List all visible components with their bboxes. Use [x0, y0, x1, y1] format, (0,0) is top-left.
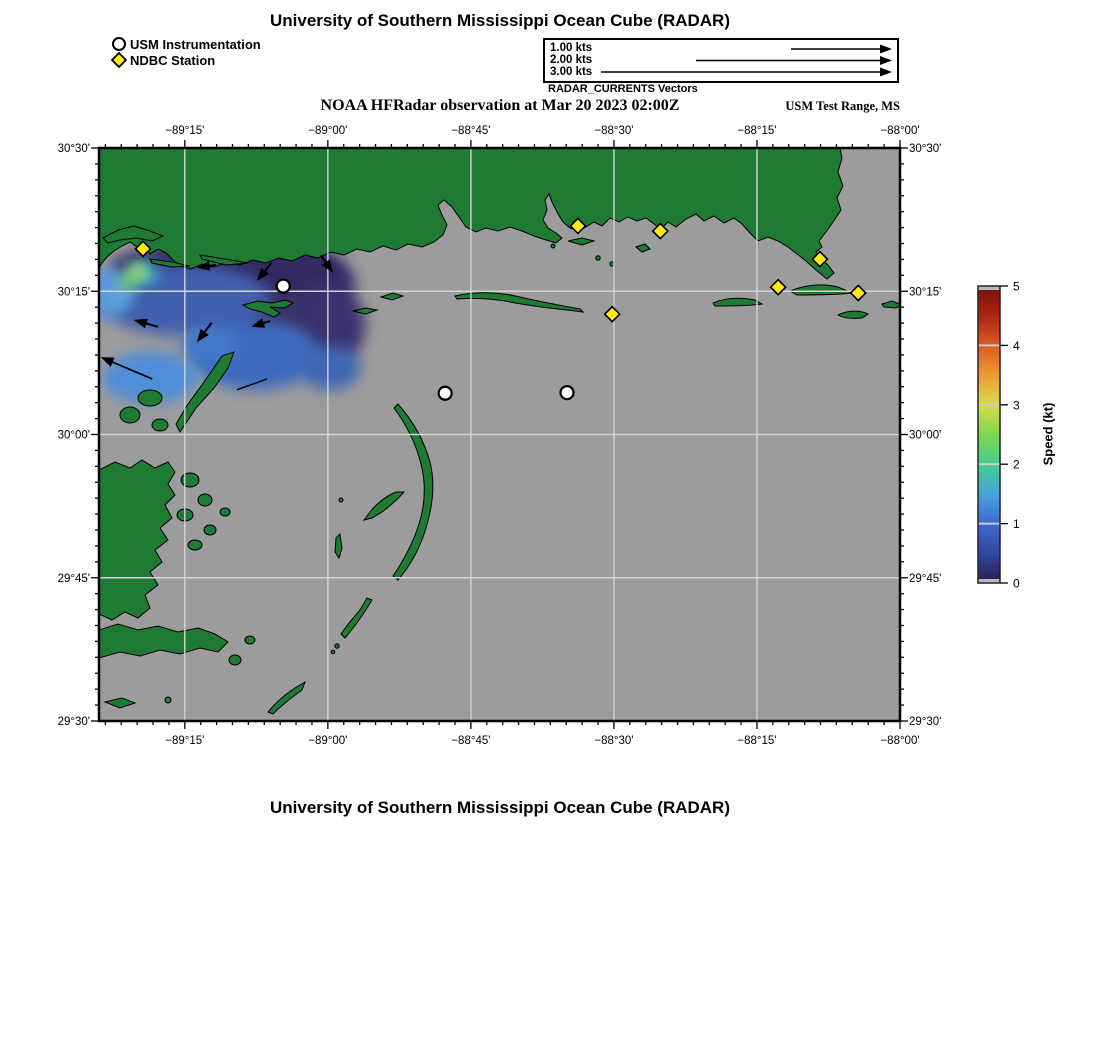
marsh-blob [198, 494, 212, 506]
scale-row-label: 3.00 kts [550, 66, 593, 78]
lat-tick-label: 30°30' [909, 143, 942, 155]
colorbar [978, 280, 1020, 591]
lat-tick-label: 30°00' [57, 429, 90, 442]
lon-tick-label: −89°00' [308, 125, 348, 137]
marsh-blob [229, 655, 241, 665]
marsh-blob [204, 525, 216, 535]
lon-tick-label: −89°15' [165, 125, 205, 137]
legend-label: NDBC Station [130, 52, 216, 68]
figure-title: University of Southern Mississippi Ocean Cube (RADAR) [269, 11, 730, 30]
colorbar-tick-label: 5 [1013, 279, 1020, 294]
lat-tick-label: 29°45' [57, 572, 90, 585]
speed-patch [300, 346, 360, 390]
marsh-blob [220, 508, 230, 516]
colorbar-tick-label: 3 [1013, 398, 1020, 413]
islet [331, 650, 335, 654]
marsh-blob [138, 390, 162, 406]
vector-scale-caption: RADAR_CURRENTS Vectors [548, 83, 698, 95]
lat-tick-label: 30°00' [909, 429, 942, 442]
lon-tick-label: −88°45' [451, 735, 491, 747]
lat-tick-label: 30°30' [57, 143, 90, 155]
usm-instrumentation-marker [277, 280, 290, 293]
figure-footer-title: University of Southern Mississippi Ocean Cube (RADAR) [269, 798, 730, 817]
lat-tick-label: 30°15' [909, 286, 942, 299]
usm-instrumentation-marker [439, 387, 452, 400]
islet [165, 697, 171, 703]
colorbar-tick-label: 1 [1013, 517, 1020, 532]
lon-tick-label: −88°00' [880, 125, 920, 137]
region-label: USM Test Range, MS [785, 99, 900, 113]
colorbar-tick-label: 2 [1013, 457, 1020, 472]
observation-subtitle: NOAA HFRadar observation at Mar 20 2023 02:00Z [320, 97, 680, 114]
colorbar-tick-label: 0 [1013, 576, 1020, 591]
lon-tick-label: −88°30' [594, 125, 634, 137]
lat-tick-label: 29°45' [909, 572, 942, 585]
islet [335, 644, 339, 648]
marsh-blob [181, 473, 199, 487]
islet [551, 244, 555, 248]
legend-label: USM Instrumentation [130, 36, 261, 52]
colorbar-tick-label: 4 [1013, 338, 1020, 353]
scale-row-label: 1.00 kts [550, 42, 593, 54]
lon-tick-label: −88°45' [451, 125, 491, 137]
lat-tick-label: 29°30' [909, 716, 942, 728]
marsh-blob [152, 419, 168, 431]
scale-row-label: 2.00 kts [550, 54, 593, 66]
lon-tick-label: −88°15' [737, 735, 777, 747]
lon-tick-label: −88°15' [737, 125, 777, 137]
marsh-blob [188, 540, 202, 550]
marsh-blob [120, 407, 140, 423]
islet [339, 498, 343, 502]
lon-tick-label: −89°15' [165, 735, 205, 747]
speed-patch [129, 265, 145, 279]
colorbar-axis-label: Speed (kt) [1040, 402, 1056, 466]
islet [596, 256, 600, 260]
usm-instrumentation-marker [561, 386, 574, 399]
lon-tick-label: −88°00' [880, 735, 920, 747]
lon-tick-label: −89°00' [308, 735, 348, 747]
colorbar-ramp [978, 286, 1000, 583]
marsh-blob [245, 636, 255, 644]
lon-tick-label: −88°30' [594, 735, 634, 747]
lat-tick-label: 30°15' [57, 286, 90, 299]
lat-tick-label: 29°30' [57, 716, 90, 728]
